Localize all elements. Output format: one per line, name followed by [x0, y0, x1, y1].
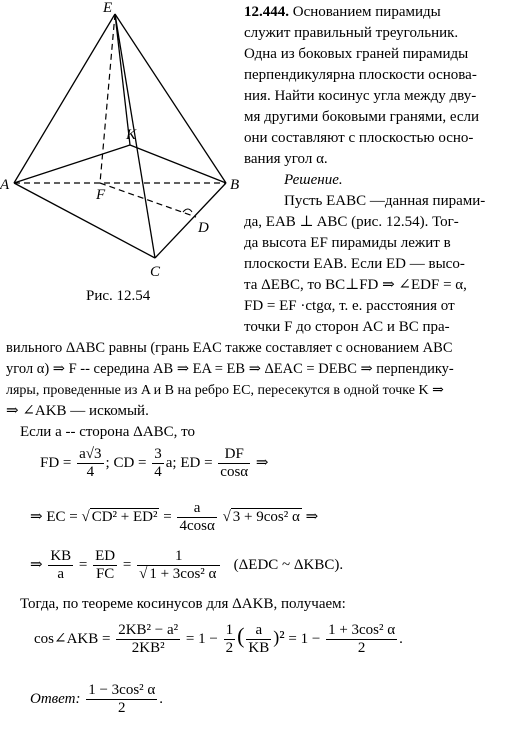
problem-line-6: мя другими боковыми гранями, если [244, 109, 480, 125]
f1-frac-2 [152, 446, 164, 481]
then-line: Тогда, по теореме косинусов для ΔAKB, получаем: [20, 596, 346, 612]
figure-caption: Рис. 12.54 [86, 288, 151, 304]
f4-den3: KB [248, 640, 270, 656]
label-a: A [0, 177, 10, 193]
answer-den: 2 [118, 700, 126, 716]
problem-line-1 [244, 2, 516, 23]
f4-frac-1 [116, 622, 180, 657]
f2-eq: = [163, 508, 172, 525]
f2-frac [177, 500, 216, 535]
f1-mid: ; CD = [105, 454, 147, 471]
solution-line-8: вильного ΔABC равны (грань EAC также составляет с основанием ABC [6, 340, 453, 356]
label-f: F [96, 187, 106, 203]
label-k: K [126, 127, 137, 143]
f1-num: a√3 [79, 446, 102, 462]
answer [30, 682, 163, 717]
height-ef [100, 14, 115, 183]
f3-frac-3: $\frac{1}{\text{√ 1 + 3cos² α}}$ [137, 548, 220, 583]
f4-lhs: cos∠AKB = [34, 630, 111, 647]
problem-text-1: Основанием пирамиды [292, 4, 441, 20]
f4-frac-3 [246, 622, 271, 657]
f2-rad2: 3 + 9cos² α [232, 508, 300, 525]
f3-frac-1 [48, 548, 73, 583]
f4-eq: = 1 − [185, 630, 218, 647]
formula-4 [34, 622, 403, 657]
f3-den: a [57, 566, 65, 582]
f1-frac-3 [218, 446, 250, 481]
answer-num: 1 − 3cos² α [88, 682, 156, 698]
answer-label: Ответ: [30, 690, 81, 707]
angle-mark [183, 209, 192, 212]
solution-line-2: да, EAB ⊥ ABC (рис. 12.54). Тог- [244, 214, 459, 230]
f4-end: . [399, 630, 403, 647]
problem-number: 12.444. [244, 4, 289, 20]
f3-num: KB [50, 548, 72, 564]
f3-num3: 1 [137, 548, 220, 566]
f1-num3: DF [218, 446, 250, 464]
f2-num: a [177, 500, 216, 518]
problem-line-3: Одна из боковых граней пирамиды [244, 46, 469, 62]
f1-den3: cosα [220, 464, 249, 480]
f4-paren: ( [237, 622, 245, 648]
problem-line-2: служит правильный треугольник. [244, 25, 459, 41]
answer-frac [86, 682, 157, 717]
formula-1 [40, 446, 268, 481]
problem-line-4: перпендикулярна плоскости основа- [244, 67, 477, 83]
f3-eq2: = [122, 556, 132, 573]
f1-num2: 3 [154, 446, 162, 462]
f4-num: 2KB² − a² [118, 622, 179, 638]
solution-heading: Решение. [284, 172, 343, 188]
edge-ak [14, 145, 130, 183]
f4-eq2: = 1 − [288, 630, 321, 647]
f2-den: 4cosα [179, 518, 215, 534]
edge-eb [115, 14, 226, 183]
f4-den: 2KB² [131, 640, 165, 656]
label-c: C [150, 264, 161, 280]
answer-end: . [159, 690, 164, 707]
solution-line-4: плоскости EAB. Если ED — высо- [244, 256, 465, 272]
solution-line-6: FD = EF ·ctgα, т. е. расстояния от [244, 298, 455, 314]
f3-eq: = [78, 556, 88, 573]
problem-line-7: они составляют с плоскостью осно- [244, 130, 474, 146]
f3-lhs: ⇒ [30, 556, 43, 573]
f4-num2: 1 [225, 622, 234, 638]
f4-paren2: )² [273, 626, 285, 647]
f2-lhs: ⇒ EC = [30, 508, 78, 525]
f3-den3: 1 + 3cos² α [149, 566, 217, 582]
f3-num2: ED [95, 548, 116, 564]
f1-den: 4 [86, 464, 95, 480]
f3-den2: FC [95, 566, 115, 582]
f1-den2: 4 [154, 464, 162, 480]
problem-line-8: вания угол α. [244, 151, 328, 167]
label-e: E [103, 0, 113, 16]
label-b: B [230, 177, 240, 193]
solution-line-3: да высота EF пирамиды лежит в [244, 235, 451, 251]
pyramid-figure [0, 0, 260, 300]
label-d: D [198, 220, 209, 236]
f1-mid2: a; ED = [165, 454, 213, 471]
solution-line-1: Пусть EABC —данная пирами- [284, 193, 486, 209]
edge-ac [14, 183, 155, 258]
f4-den2: 2 [225, 640, 234, 656]
solution-line-7: точки F до сторон AC и BC пра- [244, 319, 450, 335]
edge-bc [155, 183, 226, 258]
f4-frac-2 [224, 622, 236, 657]
f4-den4: 2 [357, 640, 366, 656]
solution-line-12: Если a -- сторона ΔABC, то [20, 424, 196, 440]
edge-kb [130, 145, 226, 183]
solution-line-11: ⇒ ∠AKB — искомый. [6, 403, 149, 419]
f4-num3: a [246, 622, 271, 640]
problem-line-5: ния. Найти косинус угла между дву- [244, 88, 477, 104]
f1-lhs: FD = [40, 454, 72, 471]
solution-line-5: та ΔEBC, то BC⊥FD ⇒ ∠EDF = α, [244, 277, 467, 293]
edge-ea [14, 14, 115, 183]
formula-3 [30, 548, 343, 583]
solution-line-10: ляры, проведенные из A и B на ребро EC, пересекутся в одной точке K ⇒ [6, 383, 444, 398]
f3-frac-2 [93, 548, 117, 583]
f2-end: ⇒ [305, 508, 319, 525]
f1-end: ⇒ [255, 454, 269, 471]
f4-num4: 1 + 3cos² α [328, 622, 396, 638]
solution-line-9: угол α) ⇒ F -- середина AB ⇒ EA = EB ⇒ ΔEAC = DEBC ⇒ перпендику- [6, 361, 454, 377]
f1-frac-1 [77, 446, 103, 481]
f3-note: (ΔEDC ~ ΔKBC). [233, 556, 344, 573]
formula-2: ⇒ EC = √ CD² + ED² = $\frac{a}{4\cos\alpha}$ √ 3 + 9cos² α ⇒ [30, 500, 319, 534]
f2-rad: CD² + ED² [91, 508, 158, 525]
f4-frac-4 [326, 622, 397, 657]
